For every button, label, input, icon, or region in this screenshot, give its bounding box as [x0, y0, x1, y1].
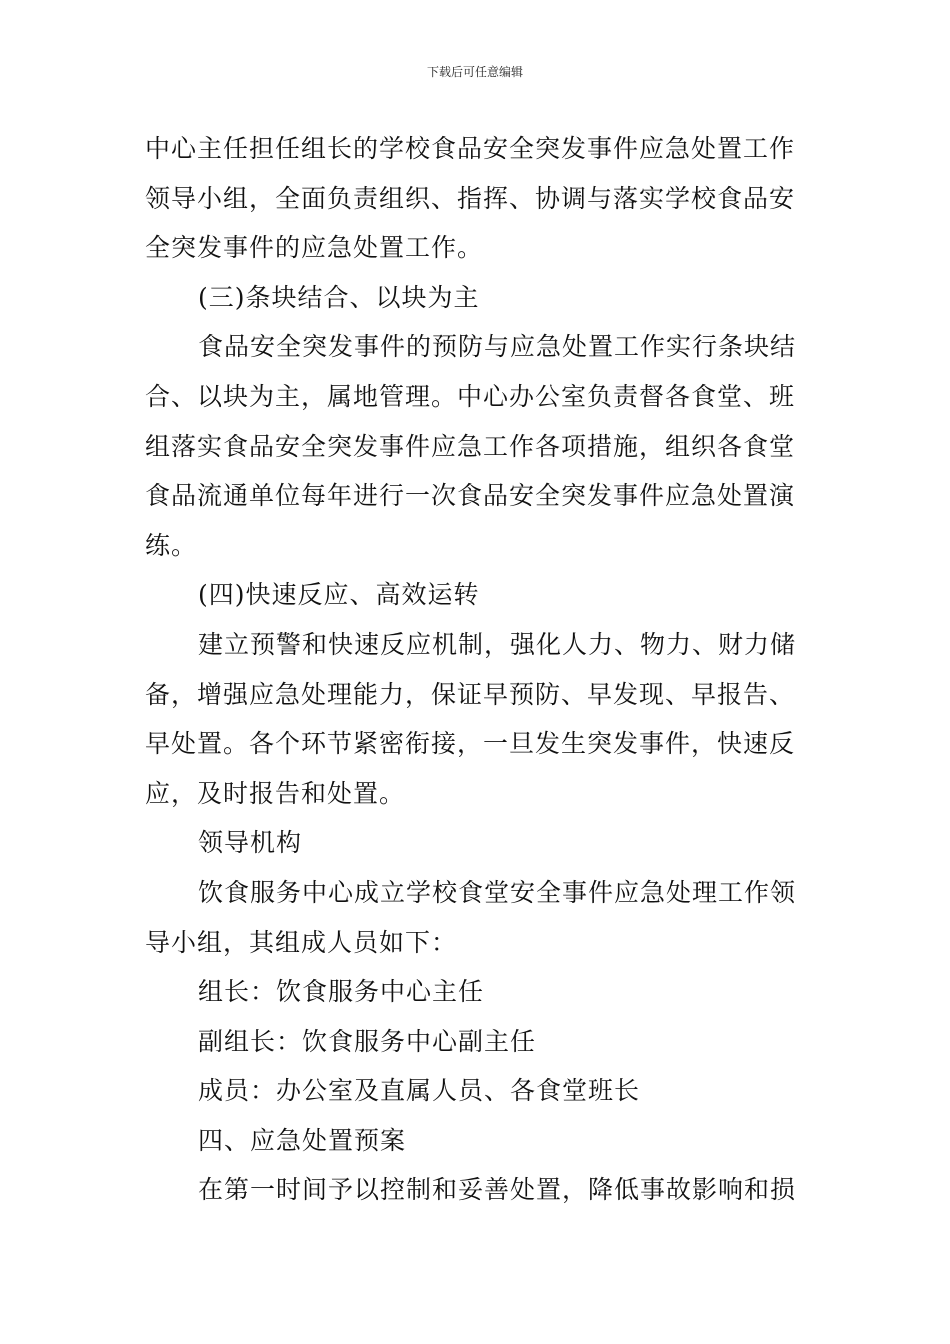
text-line: 四、应急处置预案: [198, 1125, 407, 1155]
text-line: 早处置。各个环节紧密衔接，一旦发生突发事件，快速反: [145, 729, 796, 759]
section-heading: [145, 570, 805, 620]
paragraph: [145, 1017, 805, 1067]
text-line: 成员：办公室及直属人员、各食堂班长: [198, 1076, 641, 1106]
text-line: (四)快速反应、高效运转: [198, 580, 480, 610]
text-line: 在第一时间予以控制和妥善处置，降低事故影响和损: [198, 1175, 797, 1205]
page-header: 下载后可任意编辑: [426, 65, 523, 79]
section-heading: [145, 818, 805, 868]
paragraph: [145, 322, 805, 570]
paragraph: [145, 967, 805, 1017]
text-line: (三)条块结合、以块为主: [198, 282, 480, 312]
section-heading: [145, 273, 805, 323]
paragraph: [145, 868, 805, 967]
text-line: 应，及时报告和处置。: [145, 778, 406, 808]
text-line: 导小组，其组成人员如下：: [145, 927, 458, 957]
text-line: 练。: [145, 530, 198, 560]
text-line: 中心主任担任组长的学校食品安全突发事件应急处置工作: [145, 134, 796, 163]
paragraph: [145, 1066, 805, 1116]
document-body: [145, 124, 805, 1215]
text-line: 建立预警和快速反应机制，强化人力、物力、财力储: [198, 629, 797, 659]
text-line: 食品流通单位每年进行一次食品安全突发事件应急处置演: [145, 481, 796, 511]
paragraph: [145, 620, 805, 818]
section-heading: [145, 1116, 805, 1166]
text-line: 食品安全突发事件的预防与应急处置工作实行条块结: [198, 332, 797, 362]
text-line: 备，增强应急处理能力，保证早预防、早发现、早报告、: [145, 679, 796, 709]
text-line: 领导机构: [198, 828, 303, 858]
text-line: 副组长：饮食服务中心副主任: [198, 1026, 537, 1056]
paragraph: [145, 1165, 805, 1215]
text-line: 全突发事件的应急处置工作。: [145, 233, 484, 263]
text-line: 组长：饮食服务中心主任: [198, 977, 485, 1007]
paragraph: [145, 124, 805, 273]
text-line: 合、以块为主，属地管理。中心办公室负责督各食堂、班: [145, 381, 796, 411]
text-line: 领导小组，全面负责组织、指挥、协调与落实学校食品安: [145, 183, 796, 213]
text-line: 组落实食品安全突发事件应急工作各项措施，组织各食堂: [145, 431, 796, 461]
text-line: 饮食服务中心成立学校食堂安全事件应急处理工作领: [198, 877, 797, 907]
